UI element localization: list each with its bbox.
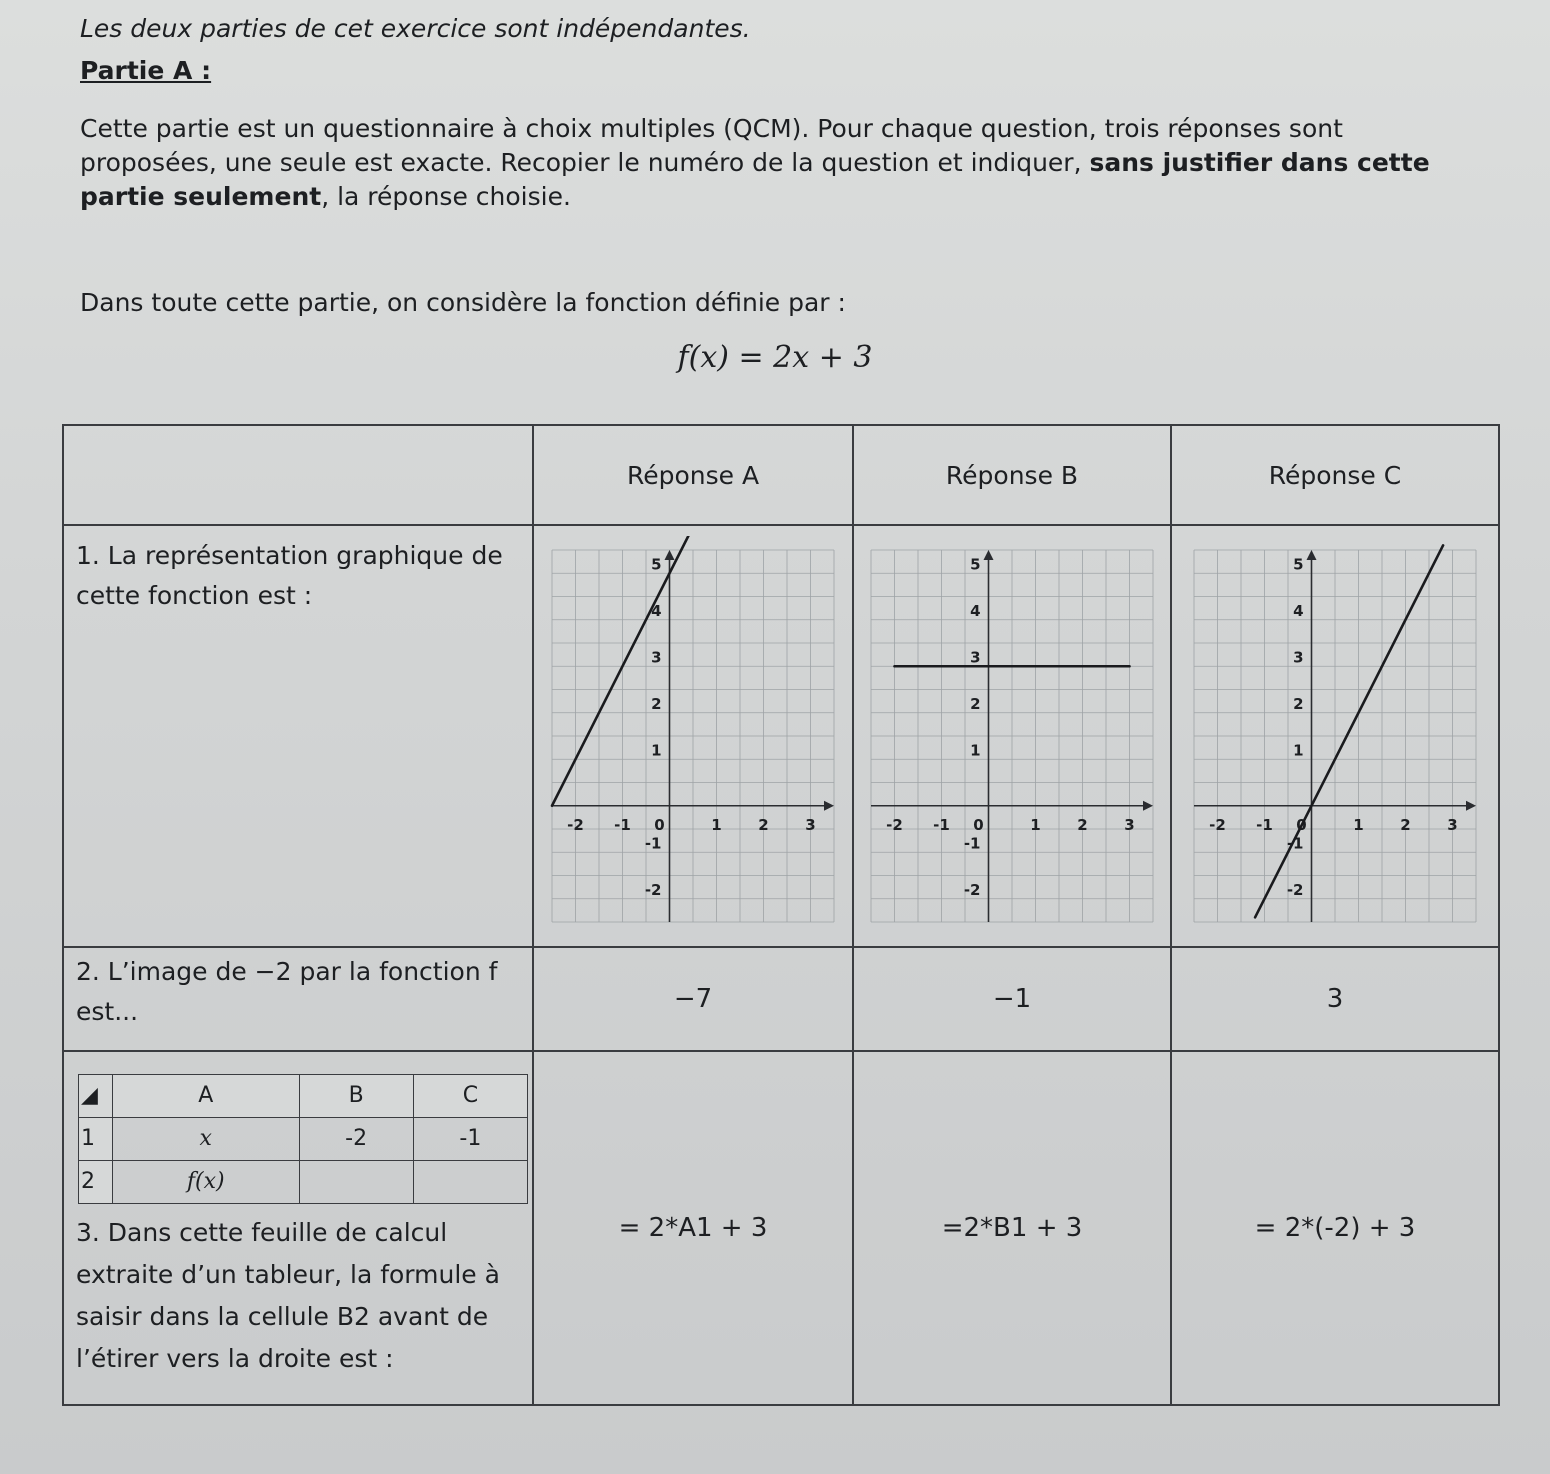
- x-tick-label: 3: [1447, 815, 1458, 834]
- spreadsheet-wrap: [76, 1052, 520, 1380]
- spreadsheet-cell-a1: x: [113, 1118, 300, 1161]
- x-tick-label: -1: [614, 815, 631, 834]
- spreadsheet-column-header-row: [79, 1075, 528, 1118]
- header-answer-a: Réponse A: [533, 425, 853, 525]
- y-tick-label: 1: [970, 741, 981, 760]
- x-tick-label: 1: [1353, 815, 1364, 834]
- qcm-desc-part1: Cette partie est un questionnaire à choix multiples (QCM). Pour chaque question, trois réponses sont proposées, une seule est exacte. Recopier le numéro de la question et indiquer,: [80, 114, 1343, 177]
- x-tick-label: 0: [973, 815, 984, 834]
- spreadsheet-corner: ◢: [79, 1075, 113, 1118]
- y-tick-label: 2: [1293, 694, 1304, 713]
- header-blank: [63, 425, 533, 525]
- spreadsheet-row-1: [79, 1118, 528, 1161]
- y-tick-label: -1: [963, 834, 981, 853]
- answer-1c-cell: [1171, 525, 1499, 947]
- answer-2b: −1: [853, 947, 1171, 1051]
- question-1-row: [63, 525, 1499, 947]
- question-1-cell: [63, 525, 533, 947]
- answer-1b-cell: [853, 525, 1171, 947]
- spreadsheet-cell-c2: [413, 1161, 527, 1204]
- part-title: Partie A :: [80, 56, 212, 85]
- y-tick-label: -1: [644, 834, 662, 853]
- x-tick-label: -2: [886, 815, 903, 834]
- y-tick-label: 5: [651, 555, 662, 574]
- graph-answer-a: [538, 536, 848, 936]
- question-2-text: 2. L’image de −2 par la fonction f est...: [76, 957, 498, 1026]
- x-tick-label: -2: [1209, 815, 1226, 834]
- header-answer-b: Réponse B: [853, 425, 1171, 525]
- x-tick-label: 0: [654, 815, 665, 834]
- y-tick-label: -1: [1286, 834, 1304, 853]
- x-tick-label: -2: [567, 815, 584, 834]
- x-axis-arrow-icon: [1143, 801, 1153, 811]
- intro-line: Les deux parties de cet exercice sont indépendantes.: [80, 14, 751, 43]
- header-answer-c: Réponse C: [1171, 425, 1499, 525]
- question-3-text: 3. Dans cette feuille de calcul extraite d’un tableur, la formule à saisir dans la cellule B2 avant de l’étirer vers la droite est :: [76, 1218, 500, 1373]
- y-tick-label: 3: [970, 648, 981, 667]
- header-row: [63, 425, 1499, 525]
- y-tick-label: 2: [651, 694, 662, 713]
- y-tick-label: 1: [651, 741, 662, 760]
- graph-answer-c: [1180, 536, 1490, 936]
- qcm-desc-bold: sans justifier dans cette partie seulement: [80, 148, 1430, 211]
- spreadsheet-row-1-label: 1: [79, 1118, 113, 1161]
- graph-answer-b: [857, 536, 1167, 936]
- qcm-desc-part2: , la réponse choisie.: [321, 182, 571, 211]
- y-tick-label: 3: [1293, 648, 1304, 667]
- function-formula: f(x) = 2x + 3: [677, 340, 873, 375]
- answer-2c: 3: [1171, 947, 1499, 1051]
- answer-2a: −7: [533, 947, 853, 1051]
- x-tick-label: 3: [805, 815, 816, 834]
- answer-3a: = 2*A1 + 3: [533, 1051, 853, 1405]
- y-tick-label: 4: [651, 601, 662, 620]
- x-tick-label: 3: [1124, 815, 1135, 834]
- context-line: Dans toute cette partie, on considère la fonction définie par :: [80, 288, 846, 317]
- y-tick-label: 2: [970, 694, 981, 713]
- y-axis-arrow-icon: [1307, 550, 1317, 560]
- spreadsheet-cell-c1: -1: [413, 1118, 527, 1161]
- y-tick-label: 5: [970, 555, 981, 574]
- y-tick-label: 1: [1293, 741, 1304, 760]
- x-axis-arrow-icon: [824, 801, 834, 811]
- spreadsheet-cell-b1: -2: [299, 1118, 413, 1161]
- y-tick-label: 4: [970, 601, 981, 620]
- spreadsheet-col-a: A: [113, 1075, 300, 1118]
- x-tick-label: 0: [1296, 815, 1307, 834]
- y-tick-label: -2: [963, 880, 981, 899]
- question-2-cell: [63, 947, 533, 1051]
- spreadsheet-row-2-label: 2: [79, 1161, 113, 1204]
- question-3-row: [63, 1051, 1499, 1405]
- x-tick-label: -1: [1256, 815, 1273, 834]
- spreadsheet-row-2: [79, 1161, 528, 1204]
- x-tick-label: -1: [933, 815, 950, 834]
- y-tick-label: 4: [1293, 601, 1304, 620]
- spreadsheet-cell-b2: [299, 1161, 413, 1204]
- x-axis-arrow-icon: [1466, 801, 1476, 811]
- answer-3c: = 2*(-2) + 3: [1171, 1051, 1499, 1405]
- y-tick-label: 5: [1293, 555, 1304, 574]
- x-tick-label: 1: [1030, 815, 1041, 834]
- spreadsheet-excerpt: [78, 1074, 528, 1204]
- spreadsheet-cell-a2: f(x): [113, 1161, 300, 1204]
- x-tick-label: 1: [711, 815, 722, 834]
- y-tick-label: 3: [651, 648, 662, 667]
- qcm-table: [62, 424, 1500, 1406]
- y-tick-label: -2: [644, 880, 662, 899]
- qcm-description: [80, 112, 1460, 214]
- question-2-row: [63, 947, 1499, 1051]
- spreadsheet-col-b: B: [299, 1075, 413, 1118]
- spreadsheet-col-c: C: [413, 1075, 527, 1118]
- answer-1a-cell: [533, 525, 853, 947]
- x-tick-label: 2: [758, 815, 769, 834]
- x-tick-label: 2: [1077, 815, 1088, 834]
- x-tick-label: 2: [1400, 815, 1411, 834]
- answer-3b: =2*B1 + 3: [853, 1051, 1171, 1405]
- y-axis-arrow-icon: [984, 550, 994, 560]
- y-tick-label: -2: [1286, 880, 1304, 899]
- function-line: [1255, 545, 1443, 917]
- function-line: [552, 536, 717, 806]
- question-3-cell: [63, 1051, 533, 1405]
- question-1-text: 1. La représentation graphique de cette fonction est :: [76, 541, 503, 610]
- y-axis-arrow-icon: [665, 550, 675, 560]
